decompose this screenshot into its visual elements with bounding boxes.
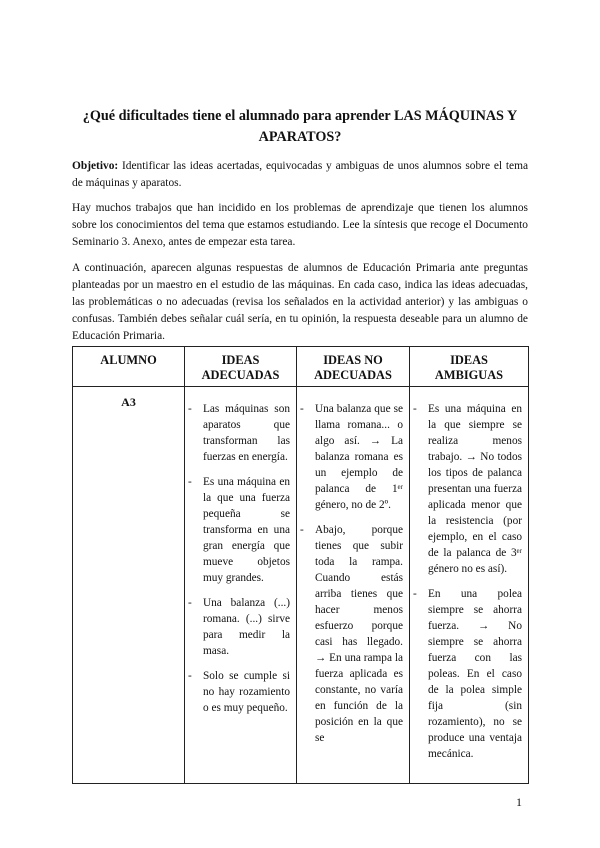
list-item: - En una polea siempre se ahorra fuerza. → No siempre se ahorra fuerza con las poleas. En el caso de la polea simple fija (sin rozamiento), no se produce una ventaja mecánica. — [410, 586, 528, 762]
header-alumno-label: ALUMNO — [100, 353, 157, 367]
header-adecuadas-line2: ADECUADAS — [201, 368, 280, 382]
intro-paragraph: Hay muchos trabajos que han incidido en los problemas de aprendizaje que tienen los alumnos sobre los conocimientos del tema que estamos estudiando. Lee la síntesis que recoge el Documento Seminario 3. Anexo, antes de empezar esta tarea. — [72, 202, 528, 248]
cell-ideas-ambiguas — [410, 387, 529, 784]
header-ideas-no-adecuadas — [297, 347, 410, 387]
ambiguas-list — [410, 401, 528, 762]
objective-label: Objetivo: — [72, 160, 119, 172]
objective-text: Identificar las ideas acertadas, equivocadas y ambiguas de unos alumnos sobre el tema de máquinas y aparatos. — [72, 160, 528, 189]
instructions-paragraph: A continuación, aparecen algunas respuestas de alumnos de Educación Primaria ante preguntas planteadas por un maestro en el estudio de las máquinas. En cada caso, indica las ideas adecuadas, las problemáticas o no adecuadas (revisa los señalados en la actividad anterior) y las ambiguas o confusas. También debes señalar cuál sería, en tu opinión, la respuesta deseable para un alumno de Educación Primaria. — [72, 262, 528, 342]
list-item: - Abajo, porque tienes que subir toda la rampa. Cuando estás arriba tienes que hacer menos esfuerzo porque casi has llegado. → En una rampa la fuerza aplicada es constante, no varía en función de la posición en la que se — [297, 522, 409, 746]
student-id: A3 — [73, 387, 185, 784]
list-item: - Las máquinas son aparatos que transforman las fuerzas en energía. — [185, 401, 296, 465]
page-number: 1 — [516, 795, 522, 809]
list-item: - Solo se cumple si no hay rozamiento o es muy pequeño. — [185, 668, 296, 716]
page-title: ¿Qué dificultades tiene el alumnado para aprender LAS MÁQUINAS Y APARATOS? — [82, 108, 518, 145]
list-item: - Una balanza que se llama romana... o algo así. → La balanza romana es un ejemplo de palanca de 1ᵉʳ género, no de 2º. — [297, 401, 409, 513]
cell-ideas-adecuadas — [185, 387, 297, 784]
no-adecuadas-list — [297, 401, 409, 746]
header-no-adecuadas-line1: IDEAS NO — [323, 353, 383, 367]
header-ambiguas-line1: IDEAS — [450, 353, 488, 367]
header-alumno — [73, 347, 185, 387]
adecuadas-list — [185, 401, 296, 716]
table-header-row — [73, 347, 529, 387]
cell-ideas-no-adecuadas — [297, 387, 410, 784]
header-no-adecuadas-line2: ADECUADAS — [314, 368, 392, 382]
header-ambiguas-line2: AMBIGUAS — [434, 368, 504, 382]
header-ideas-ambiguas — [410, 347, 529, 387]
header-ideas-adecuadas — [185, 347, 297, 387]
list-item: - Una balanza (...) romana. (...) sirve para medir la masa. — [185, 595, 296, 659]
list-item: - Es una máquina en la que siempre se realiza menos trabajo. → No todos los tipos de palanca presentan una fuerza aplicada menor que la resistencia (por ejemplo, en el caso de la palanca de 3ᵉʳ género no es así). — [410, 401, 528, 577]
objective-paragraph — [72, 158, 528, 192]
header-adecuadas-line1: IDEAS — [221, 353, 260, 367]
ideas-table — [72, 346, 529, 784]
table-row — [73, 387, 529, 784]
list-item: - Es una máquina en la que una fuerza pequeña se transforma en una gran energía que mueve objetos muy grandes. — [185, 474, 296, 586]
